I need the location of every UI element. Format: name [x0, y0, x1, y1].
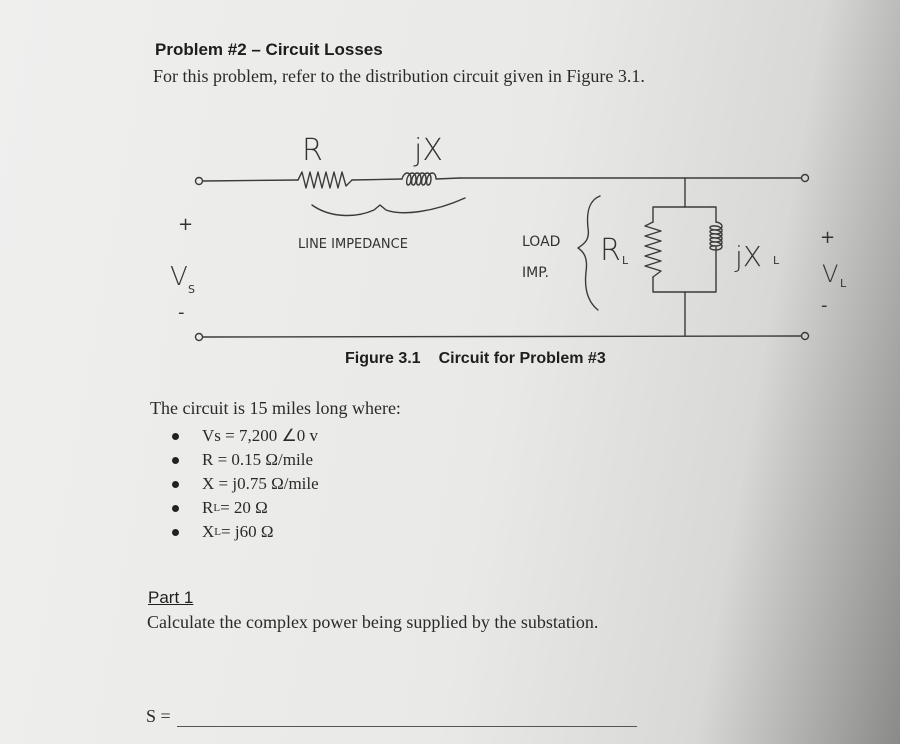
problem-intro: For this problem, refer to the distribution circuit given in Figure 3.1. — [153, 66, 645, 86]
top-wire — [203, 178, 801, 181]
given-item-x — [172, 472, 319, 496]
part1-question: Calculate the complex power being supplied by the substation. — [147, 612, 599, 632]
label-r: R — [302, 133, 323, 168]
given-item-sub: L — [213, 502, 221, 514]
line-resistor — [298, 172, 352, 188]
load-resistor — [645, 222, 661, 277]
label-load: LOAD — [522, 234, 561, 250]
load-box — [653, 207, 716, 292]
answer-row — [146, 706, 637, 727]
label-vl-sub: L — [840, 277, 847, 290]
label-vl-plus: + — [820, 227, 836, 248]
load-inductor — [710, 222, 722, 277]
terminal-top-left — [196, 178, 203, 185]
given-item-rest: = j60 Ω — [221, 522, 274, 541]
label-rl: R — [600, 233, 621, 268]
given-item-rl — [172, 496, 319, 520]
bullet-icon — [172, 457, 179, 464]
answer-label: S = — [146, 706, 171, 726]
label-vs: V — [170, 262, 188, 292]
label-imp: IMP. — [522, 265, 549, 281]
given-item-r — [172, 448, 319, 472]
bottom-wire — [203, 336, 801, 337]
label-vs-sub: S — [188, 283, 195, 296]
label-vl-minus: - — [821, 295, 828, 316]
label-rl-sub: L — [622, 254, 629, 267]
label-jxl: jX — [735, 240, 762, 273]
problem-title: Problem #2 – Circuit Losses — [155, 40, 383, 59]
given-item-label: Vs = 7,200 ∠0 v — [202, 426, 318, 445]
label-jxl-sub: L — [773, 254, 780, 267]
part1-heading: Part 1 — [148, 588, 194, 607]
given-item-sub: L — [214, 526, 222, 538]
terminal-top-right — [802, 175, 809, 182]
label-line-impedance: LINE IMPEDANCE — [298, 237, 408, 252]
answer-blank-line[interactable] — [177, 710, 637, 727]
given-item-xl — [172, 520, 319, 544]
given-item-rest: = 20 Ω — [220, 498, 268, 517]
given-item-label: X — [202, 522, 215, 541]
figure-caption-number: Figure 3.1 — [345, 350, 421, 367]
bullet-icon — [172, 529, 179, 536]
given-item-vs — [172, 424, 319, 448]
label-vs-minus: - — [178, 302, 185, 323]
given-intro: The circuit is 15 miles long where: — [150, 398, 401, 418]
line-impedance-brace — [312, 198, 465, 215]
label-vl: V — [822, 260, 839, 288]
terminal-bottom-right — [802, 333, 809, 340]
given-list — [172, 424, 319, 544]
terminal-bottom-left — [196, 334, 203, 341]
given-item-label: X = j0.75 Ω/mile — [202, 474, 319, 493]
given-item-label: R = 0.15 Ω/mile — [202, 450, 313, 469]
label-vs-plus: + — [178, 214, 194, 235]
line-inductor — [402, 173, 460, 185]
label-jx: jX — [414, 133, 443, 168]
bullet-icon — [172, 481, 179, 488]
load-brace — [578, 196, 600, 310]
figure-caption — [345, 350, 606, 368]
figure-caption-text: Circuit for Problem #3 — [438, 350, 606, 367]
given-item-label: R — [202, 498, 214, 517]
bullet-icon — [172, 505, 179, 512]
bullet-icon — [172, 433, 179, 440]
